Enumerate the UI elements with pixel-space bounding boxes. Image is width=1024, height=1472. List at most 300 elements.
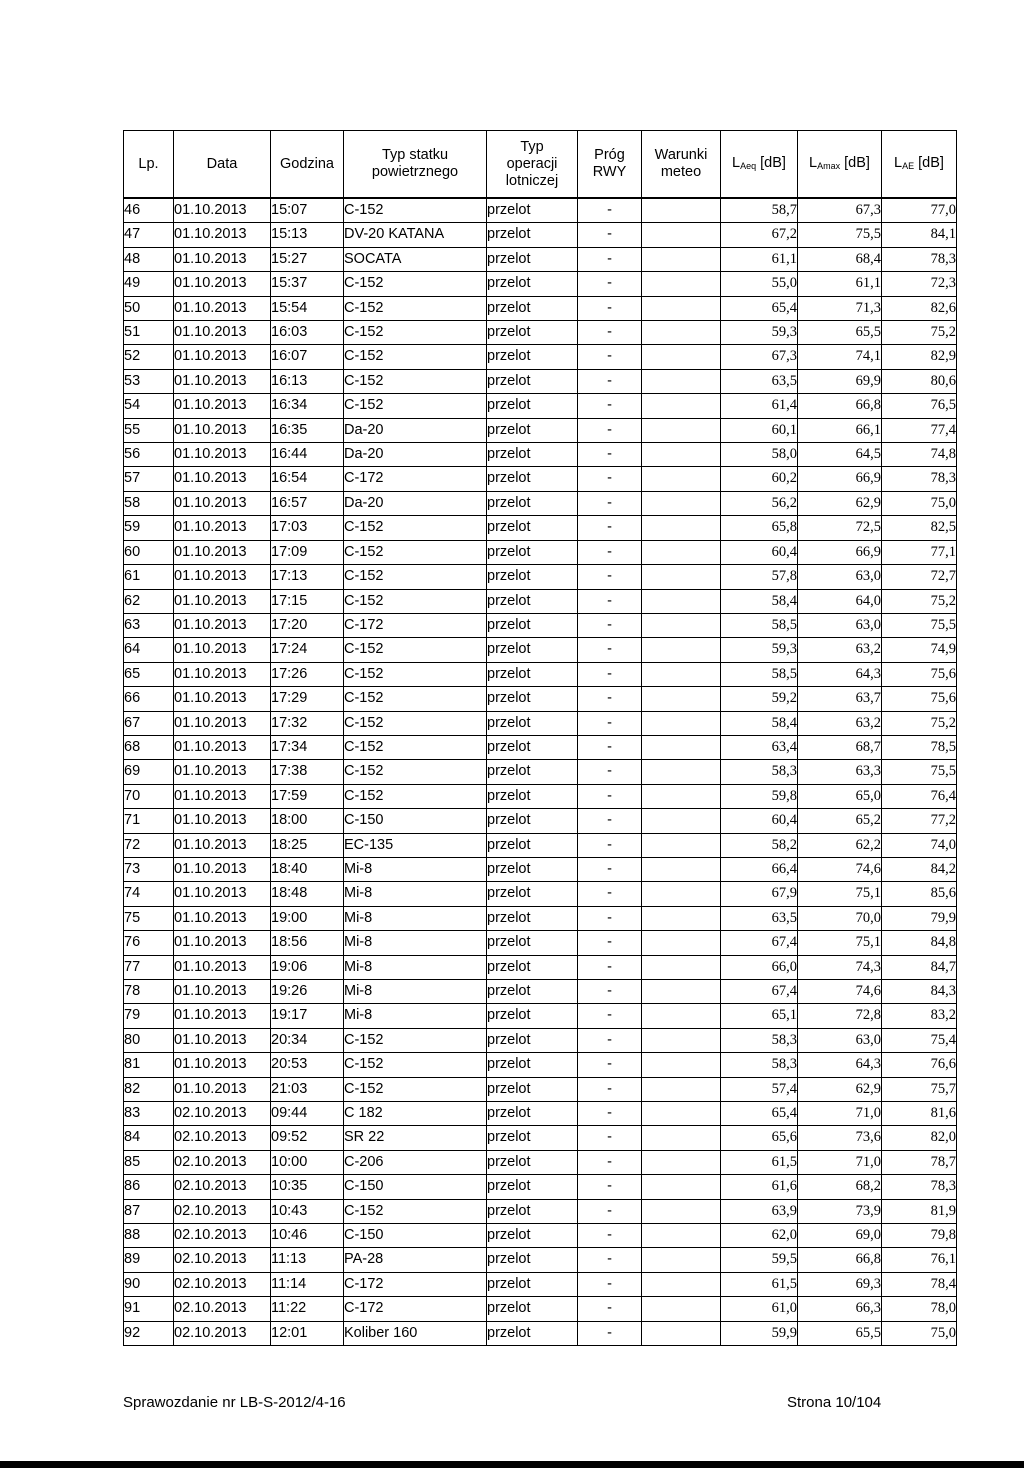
- cell-lp: 55: [124, 418, 174, 442]
- cell-operation: przelot: [487, 321, 578, 345]
- cell-date: 01.10.2013: [174, 321, 271, 345]
- cell-laeq: 61,5: [721, 1150, 798, 1174]
- cell-lae: 75,2: [882, 321, 957, 345]
- cell-lamax: 73,6: [798, 1126, 882, 1150]
- cell-operation: przelot: [487, 857, 578, 881]
- cell-lae: 77,2: [882, 809, 957, 833]
- cell-time: 16:35: [271, 418, 344, 442]
- cell-time: 17:24: [271, 638, 344, 662]
- cell-laeq: 58,5: [721, 613, 798, 637]
- cell-time: 21:03: [271, 1077, 344, 1101]
- table-row: [124, 345, 957, 369]
- cell-date: 01.10.2013: [174, 589, 271, 613]
- cell-date: 02.10.2013: [174, 1297, 271, 1321]
- cell-aircraft: Da-20: [344, 443, 487, 467]
- cell-weather: [642, 321, 721, 345]
- cell-laeq: 57,8: [721, 565, 798, 589]
- cell-runway: -: [578, 638, 642, 662]
- cell-runway: -: [578, 467, 642, 491]
- cell-weather: [642, 491, 721, 515]
- cell-runway: -: [578, 369, 642, 393]
- bottom-rule: [0, 1461, 1024, 1468]
- cell-lamax: 75,5: [798, 223, 882, 247]
- cell-operation: przelot: [487, 735, 578, 759]
- cell-lamax: 65,0: [798, 784, 882, 808]
- cell-laeq: 65,6: [721, 1126, 798, 1150]
- cell-time: 15:37: [271, 272, 344, 296]
- cell-operation: przelot: [487, 1248, 578, 1272]
- table-row: [124, 687, 957, 711]
- cell-laeq: 57,4: [721, 1077, 798, 1101]
- cell-operation: przelot: [487, 809, 578, 833]
- cell-time: 16:57: [271, 491, 344, 515]
- cell-laeq: 63,5: [721, 369, 798, 393]
- cell-lamax: 69,0: [798, 1224, 882, 1248]
- cell-aircraft: C-152: [344, 369, 487, 393]
- header-lamax: $L_{Amax}$ [dB]: [798, 131, 882, 199]
- cell-lp: 61: [124, 565, 174, 589]
- cell-date: 02.10.2013: [174, 1248, 271, 1272]
- cell-time: 09:52: [271, 1126, 344, 1150]
- cell-laeq: 58,3: [721, 1028, 798, 1052]
- cell-aircraft: C-152: [344, 345, 487, 369]
- cell-weather: [642, 1224, 721, 1248]
- cell-lamax: 62,2: [798, 833, 882, 857]
- table-row: [124, 369, 957, 393]
- table-row: [124, 1102, 957, 1126]
- table-row: [124, 735, 957, 759]
- cell-weather: [642, 931, 721, 955]
- cell-lae: 78,3: [882, 247, 957, 271]
- cell-lamax: 71,0: [798, 1102, 882, 1126]
- table-row: [124, 711, 957, 735]
- cell-date: 01.10.2013: [174, 735, 271, 759]
- cell-aircraft: C-152: [344, 198, 487, 223]
- cell-operation: przelot: [487, 1150, 578, 1174]
- table-body: [124, 198, 957, 1346]
- cell-lae: 72,7: [882, 565, 957, 589]
- cell-operation: przelot: [487, 1053, 578, 1077]
- cell-operation: przelot: [487, 540, 578, 564]
- cell-laeq: 59,9: [721, 1321, 798, 1345]
- cell-lp: 70: [124, 784, 174, 808]
- cell-date: 01.10.2013: [174, 467, 271, 491]
- cell-weather: [642, 1077, 721, 1101]
- cell-weather: [642, 1126, 721, 1150]
- cell-aircraft: C-152: [344, 394, 487, 418]
- cell-weather: [642, 418, 721, 442]
- cell-lp: 54: [124, 394, 174, 418]
- cell-aircraft: C-152: [344, 711, 487, 735]
- table-row: [124, 882, 957, 906]
- table-row: [124, 565, 957, 589]
- cell-laeq: 67,3: [721, 345, 798, 369]
- cell-operation: przelot: [487, 784, 578, 808]
- cell-lamax: 63,2: [798, 638, 882, 662]
- cell-aircraft: C-152: [344, 516, 487, 540]
- cell-time: 16:03: [271, 321, 344, 345]
- cell-time: 18:25: [271, 833, 344, 857]
- table-row: [124, 247, 957, 271]
- cell-weather: [642, 443, 721, 467]
- cell-lamax: 66,9: [798, 467, 882, 491]
- cell-time: 16:34: [271, 394, 344, 418]
- cell-date: 01.10.2013: [174, 198, 271, 223]
- cell-aircraft: C-152: [344, 540, 487, 564]
- cell-lamax: 67,3: [798, 198, 882, 223]
- cell-aircraft: C-150: [344, 1175, 487, 1199]
- table-row: [124, 467, 957, 491]
- cell-lamax: 66,8: [798, 394, 882, 418]
- cell-time: 10:35: [271, 1175, 344, 1199]
- cell-operation: przelot: [487, 467, 578, 491]
- report-number: Sprawozdanie nr LB-S-2012/4-16: [123, 1394, 346, 1411]
- cell-date: 02.10.2013: [174, 1199, 271, 1223]
- cell-runway: -: [578, 735, 642, 759]
- cell-date: 01.10.2013: [174, 1004, 271, 1028]
- cell-operation: przelot: [487, 491, 578, 515]
- cell-lamax: 62,9: [798, 1077, 882, 1101]
- cell-operation: przelot: [487, 711, 578, 735]
- cell-lae: 78,7: [882, 1150, 957, 1174]
- cell-aircraft: C-152: [344, 662, 487, 686]
- cell-operation: przelot: [487, 882, 578, 906]
- cell-date: 01.10.2013: [174, 1053, 271, 1077]
- cell-date: 01.10.2013: [174, 662, 271, 686]
- cell-operation: przelot: [487, 906, 578, 930]
- cell-weather: [642, 345, 721, 369]
- table-row: [124, 662, 957, 686]
- cell-runway: -: [578, 760, 642, 784]
- cell-aircraft: C-150: [344, 809, 487, 833]
- cell-lae: 78,5: [882, 735, 957, 759]
- cell-aircraft: SOCATA: [344, 247, 487, 271]
- cell-aircraft: C-152: [344, 687, 487, 711]
- cell-weather: [642, 882, 721, 906]
- cell-lae: 75,7: [882, 1077, 957, 1101]
- cell-operation: przelot: [487, 345, 578, 369]
- header-operation-type: Typ operacji lotniczej: [487, 131, 578, 199]
- cell-lp: 83: [124, 1102, 174, 1126]
- cell-weather: [642, 662, 721, 686]
- cell-time: 11:14: [271, 1272, 344, 1296]
- cell-laeq: 58,4: [721, 711, 798, 735]
- cell-aircraft: C-152: [344, 760, 487, 784]
- cell-operation: przelot: [487, 1272, 578, 1296]
- cell-lae: 78,0: [882, 1297, 957, 1321]
- cell-aircraft: C-152: [344, 1199, 487, 1223]
- cell-operation: przelot: [487, 1297, 578, 1321]
- cell-runway: -: [578, 931, 642, 955]
- cell-laeq: 59,3: [721, 638, 798, 662]
- cell-runway: -: [578, 223, 642, 247]
- cell-runway: -: [578, 1077, 642, 1101]
- cell-weather: [642, 223, 721, 247]
- cell-lp: 63: [124, 613, 174, 637]
- cell-operation: przelot: [487, 980, 578, 1004]
- cell-weather: [642, 735, 721, 759]
- cell-aircraft: Mi-8: [344, 906, 487, 930]
- cell-date: 01.10.2013: [174, 394, 271, 418]
- cell-aircraft: EC-135: [344, 833, 487, 857]
- cell-time: 11:13: [271, 1248, 344, 1272]
- cell-date: 02.10.2013: [174, 1175, 271, 1199]
- cell-runway: -: [578, 540, 642, 564]
- cell-weather: [642, 540, 721, 564]
- cell-lp: 81: [124, 1053, 174, 1077]
- cell-runway: -: [578, 565, 642, 589]
- cell-lamax: 72,8: [798, 1004, 882, 1028]
- cell-operation: przelot: [487, 272, 578, 296]
- cell-runway: -: [578, 198, 642, 223]
- cell-aircraft: C-152: [344, 272, 487, 296]
- cell-lae: 77,4: [882, 418, 957, 442]
- cell-lae: 84,1: [882, 223, 957, 247]
- cell-lp: 80: [124, 1028, 174, 1052]
- cell-lamax: 74,6: [798, 980, 882, 1004]
- cell-runway: -: [578, 1297, 642, 1321]
- cell-operation: przelot: [487, 687, 578, 711]
- cell-time: 09:44: [271, 1102, 344, 1126]
- cell-lamax: 63,0: [798, 565, 882, 589]
- cell-lp: 64: [124, 638, 174, 662]
- cell-lp: 49: [124, 272, 174, 296]
- table-row: [124, 1077, 957, 1101]
- cell-date: 01.10.2013: [174, 369, 271, 393]
- cell-time: 18:00: [271, 809, 344, 833]
- cell-weather: [642, 955, 721, 979]
- cell-runway: -: [578, 857, 642, 881]
- cell-laeq: 67,9: [721, 882, 798, 906]
- cell-time: 15:27: [271, 247, 344, 271]
- cell-time: 15:13: [271, 223, 344, 247]
- cell-operation: przelot: [487, 662, 578, 686]
- cell-time: 15:07: [271, 198, 344, 223]
- cell-laeq: 67,4: [721, 931, 798, 955]
- cell-lp: 76: [124, 931, 174, 955]
- cell-laeq: 67,4: [721, 980, 798, 1004]
- cell-weather: [642, 1321, 721, 1345]
- cell-runway: -: [578, 1126, 642, 1150]
- header-aircraft-type: Typ statku powietrznego: [344, 131, 487, 199]
- cell-lamax: 69,3: [798, 1272, 882, 1296]
- cell-date: 02.10.2013: [174, 1224, 271, 1248]
- table-row: [124, 296, 957, 320]
- cell-aircraft: Koliber 160: [344, 1321, 487, 1345]
- cell-lp: 60: [124, 540, 174, 564]
- cell-lae: 84,8: [882, 931, 957, 955]
- cell-aircraft: DV-20 KATANA: [344, 223, 487, 247]
- cell-runway: -: [578, 1224, 642, 1248]
- table-row: [124, 443, 957, 467]
- cell-weather: [642, 516, 721, 540]
- cell-lae: 82,9: [882, 345, 957, 369]
- header-runway-threshold: Próg RWY: [578, 131, 642, 199]
- cell-time: 16:13: [271, 369, 344, 393]
- cell-laeq: 58,3: [721, 760, 798, 784]
- cell-lae: 76,6: [882, 1053, 957, 1077]
- cell-aircraft: Mi-8: [344, 955, 487, 979]
- cell-aircraft: C-152: [344, 1053, 487, 1077]
- cell-runway: -: [578, 321, 642, 345]
- cell-lamax: 64,3: [798, 1053, 882, 1077]
- table-row: [124, 931, 957, 955]
- cell-time: 19:17: [271, 1004, 344, 1028]
- table-row: [124, 1321, 957, 1345]
- table-row: [124, 223, 957, 247]
- cell-laeq: 67,2: [721, 223, 798, 247]
- cell-lp: 52: [124, 345, 174, 369]
- cell-operation: przelot: [487, 247, 578, 271]
- cell-lp: 82: [124, 1077, 174, 1101]
- cell-lp: 79: [124, 1004, 174, 1028]
- cell-lamax: 68,4: [798, 247, 882, 271]
- cell-operation: przelot: [487, 1224, 578, 1248]
- table-row: [124, 540, 957, 564]
- cell-lamax: 72,5: [798, 516, 882, 540]
- table-row: [124, 1126, 957, 1150]
- cell-aircraft: Mi-8: [344, 882, 487, 906]
- cell-lamax: 63,0: [798, 613, 882, 637]
- cell-date: 01.10.2013: [174, 491, 271, 515]
- cell-weather: [642, 857, 721, 881]
- cell-date: 01.10.2013: [174, 857, 271, 881]
- cell-laeq: 66,0: [721, 955, 798, 979]
- cell-lae: 79,8: [882, 1224, 957, 1248]
- cell-laeq: 60,1: [721, 418, 798, 442]
- cell-lp: 92: [124, 1321, 174, 1345]
- cell-lamax: 73,9: [798, 1199, 882, 1223]
- table-row: [124, 198, 957, 223]
- cell-lp: 57: [124, 467, 174, 491]
- cell-lae: 84,2: [882, 857, 957, 881]
- cell-lp: 47: [124, 223, 174, 247]
- table-row: [124, 833, 957, 857]
- cell-operation: przelot: [487, 589, 578, 613]
- cell-laeq: 65,8: [721, 516, 798, 540]
- cell-lae: 78,3: [882, 467, 957, 491]
- cell-lp: 71: [124, 809, 174, 833]
- table-row: [124, 980, 957, 1004]
- cell-lae: 75,0: [882, 491, 957, 515]
- cell-lp: 69: [124, 760, 174, 784]
- cell-lp: 77: [124, 955, 174, 979]
- cell-laeq: 55,0: [721, 272, 798, 296]
- cell-operation: przelot: [487, 638, 578, 662]
- cell-laeq: 65,4: [721, 1102, 798, 1126]
- cell-time: 19:00: [271, 906, 344, 930]
- header-date: Data: [174, 131, 271, 199]
- cell-lamax: 64,3: [798, 662, 882, 686]
- cell-time: 20:34: [271, 1028, 344, 1052]
- cell-weather: [642, 369, 721, 393]
- cell-weather: [642, 687, 721, 711]
- cell-operation: przelot: [487, 1028, 578, 1052]
- cell-laeq: 58,4: [721, 589, 798, 613]
- table-row: [124, 613, 957, 637]
- cell-runway: -: [578, 1053, 642, 1077]
- table-row: [124, 784, 957, 808]
- cell-runway: -: [578, 491, 642, 515]
- header-lp: Lp.: [124, 131, 174, 199]
- cell-lamax: 74,1: [798, 345, 882, 369]
- cell-aircraft: C-152: [344, 1077, 487, 1101]
- cell-lp: 51: [124, 321, 174, 345]
- cell-time: 17:38: [271, 760, 344, 784]
- cell-runway: -: [578, 833, 642, 857]
- cell-lamax: 63,7: [798, 687, 882, 711]
- cell-lamax: 68,2: [798, 1175, 882, 1199]
- cell-aircraft: SR 22: [344, 1126, 487, 1150]
- cell-aircraft: C-152: [344, 638, 487, 662]
- cell-operation: przelot: [487, 394, 578, 418]
- cell-runway: -: [578, 1248, 642, 1272]
- cell-date: 01.10.2013: [174, 540, 271, 564]
- cell-time: 17:29: [271, 687, 344, 711]
- cell-date: 02.10.2013: [174, 1126, 271, 1150]
- table-row: [124, 321, 957, 345]
- cell-time: 17:09: [271, 540, 344, 564]
- cell-lp: 89: [124, 1248, 174, 1272]
- cell-lp: 73: [124, 857, 174, 881]
- cell-lae: 76,4: [882, 784, 957, 808]
- cell-operation: przelot: [487, 1126, 578, 1150]
- cell-aircraft: C-152: [344, 735, 487, 759]
- table-row: [124, 1272, 957, 1296]
- cell-time: 10:43: [271, 1199, 344, 1223]
- table-row: [124, 491, 957, 515]
- cell-laeq: 59,3: [721, 321, 798, 345]
- cell-lamax: 62,9: [798, 491, 882, 515]
- cell-date: 01.10.2013: [174, 906, 271, 930]
- cell-time: 15:54: [271, 296, 344, 320]
- cell-lamax: 70,0: [798, 906, 882, 930]
- cell-date: 01.10.2013: [174, 784, 271, 808]
- cell-date: 01.10.2013: [174, 613, 271, 637]
- cell-laeq: 63,4: [721, 735, 798, 759]
- cell-lp: 90: [124, 1272, 174, 1296]
- table-row: [124, 1175, 957, 1199]
- cell-lamax: 71,3: [798, 296, 882, 320]
- header-lae: $L_{AE}$ [dB]: [882, 131, 957, 199]
- cell-weather: [642, 833, 721, 857]
- cell-lae: 75,5: [882, 760, 957, 784]
- cell-lp: 74: [124, 882, 174, 906]
- table-header: [124, 131, 957, 199]
- cell-lamax: 63,0: [798, 1028, 882, 1052]
- table-row: [124, 1053, 957, 1077]
- cell-operation: przelot: [487, 223, 578, 247]
- cell-laeq: 58,0: [721, 443, 798, 467]
- cell-lamax: 66,3: [798, 1297, 882, 1321]
- table-row: [124, 1297, 957, 1321]
- cell-weather: [642, 784, 721, 808]
- table-row: [124, 1150, 957, 1174]
- cell-runway: -: [578, 882, 642, 906]
- cell-lae: 77,1: [882, 540, 957, 564]
- cell-lae: 76,5: [882, 394, 957, 418]
- cell-lp: 84: [124, 1126, 174, 1150]
- cell-weather: [642, 296, 721, 320]
- cell-lamax: 64,5: [798, 443, 882, 467]
- cell-runway: -: [578, 784, 642, 808]
- cell-aircraft: C-150: [344, 1224, 487, 1248]
- cell-time: 16:07: [271, 345, 344, 369]
- cell-aircraft: C 182: [344, 1102, 487, 1126]
- header-weather: Warunki meteo: [642, 131, 721, 199]
- cell-lamax: 61,1: [798, 272, 882, 296]
- table-row: [124, 272, 957, 296]
